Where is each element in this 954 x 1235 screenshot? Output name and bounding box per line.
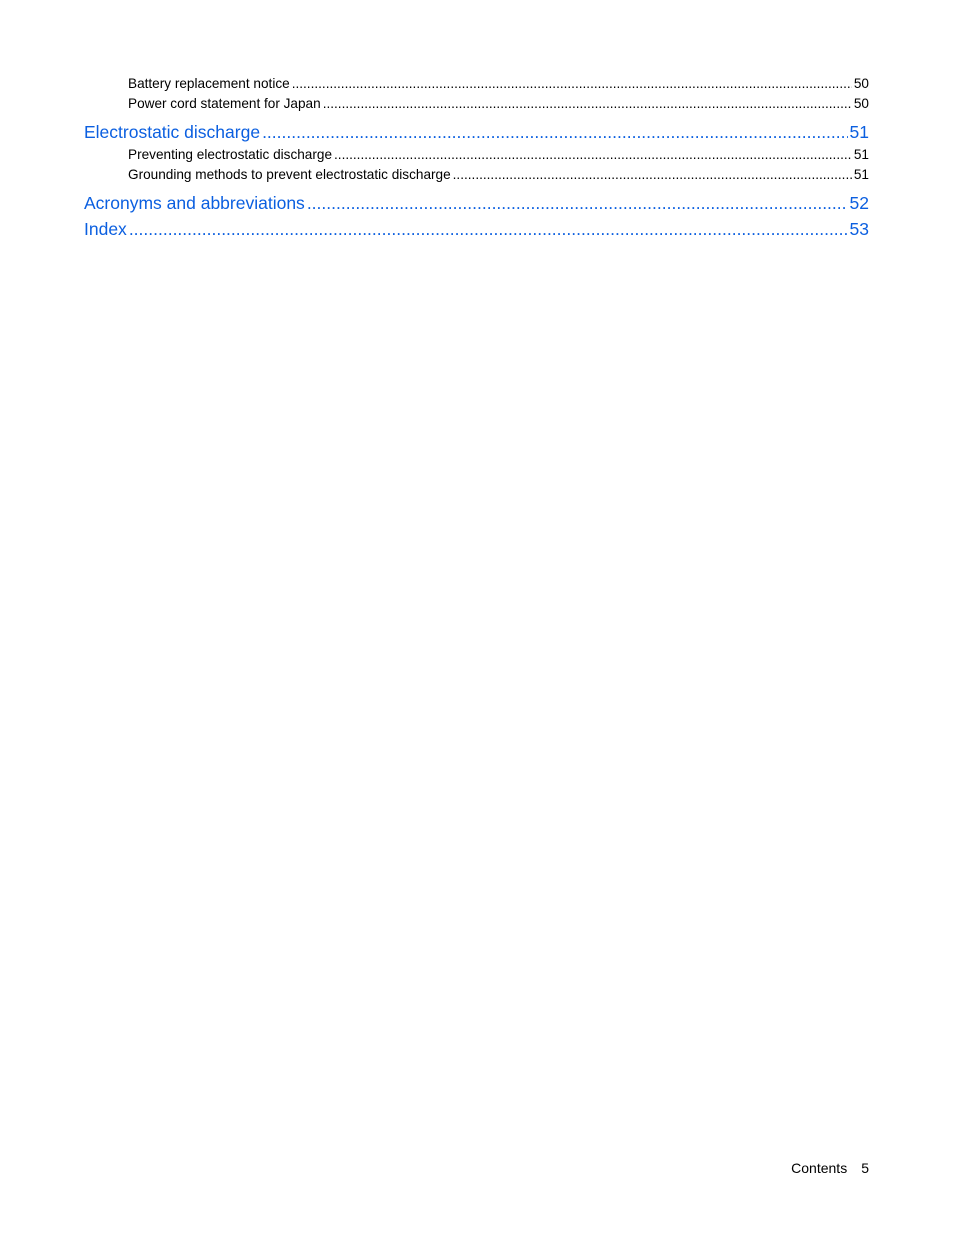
toc-entry-page: 51 — [849, 122, 869, 142]
toc-entry-battery-replacement-notice[interactable] — [84, 74, 869, 94]
toc-entry-grounding-methods[interactable] — [84, 165, 869, 185]
footer-section-label: Contents — [791, 1160, 848, 1176]
toc-entry-label: Grounding methods to prevent electrostatic discharge — [128, 167, 451, 182]
footer-page-number: 5 — [861, 1160, 869, 1176]
toc-leader-dots — [453, 165, 852, 185]
toc-entry-page: 53 — [849, 219, 869, 239]
toc-leader-dots — [129, 216, 848, 242]
toc-entry-page: 52 — [849, 193, 869, 213]
toc-entry-index[interactable] — [84, 216, 869, 242]
toc-entry-page: 51 — [853, 167, 869, 182]
toc-entry-page: 50 — [853, 96, 869, 111]
toc-entry-label: Preventing electrostatic discharge — [128, 147, 333, 162]
page-footer — [791, 1158, 869, 1178]
toc-entry-label: Electrostatic discharge — [84, 122, 261, 142]
toc-leader-dots — [307, 190, 848, 216]
toc-leader-dots — [334, 145, 852, 165]
toc-leader-dots — [292, 74, 852, 94]
toc-entry-label: Power cord statement for Japan — [128, 96, 321, 111]
toc-entry-electrostatic-discharge[interactable] — [84, 119, 869, 145]
toc-entry-label: Battery replacement notice — [128, 76, 290, 91]
toc-leader-dots — [262, 119, 847, 145]
toc-entry-page: 50 — [853, 76, 869, 91]
toc-leader-dots — [323, 94, 852, 114]
toc-entry-preventing-electrostatic-discharge[interactable] — [84, 145, 869, 165]
table-of-contents — [84, 74, 869, 242]
toc-entry-page: 51 — [853, 147, 869, 162]
toc-entry-acronyms-and-abbreviations[interactable] — [84, 190, 869, 216]
toc-entry-label: Index — [84, 219, 127, 239]
toc-entry-label: Acronyms and abbreviations — [84, 193, 305, 213]
toc-entry-power-cord-statement-japan[interactable] — [84, 94, 869, 114]
